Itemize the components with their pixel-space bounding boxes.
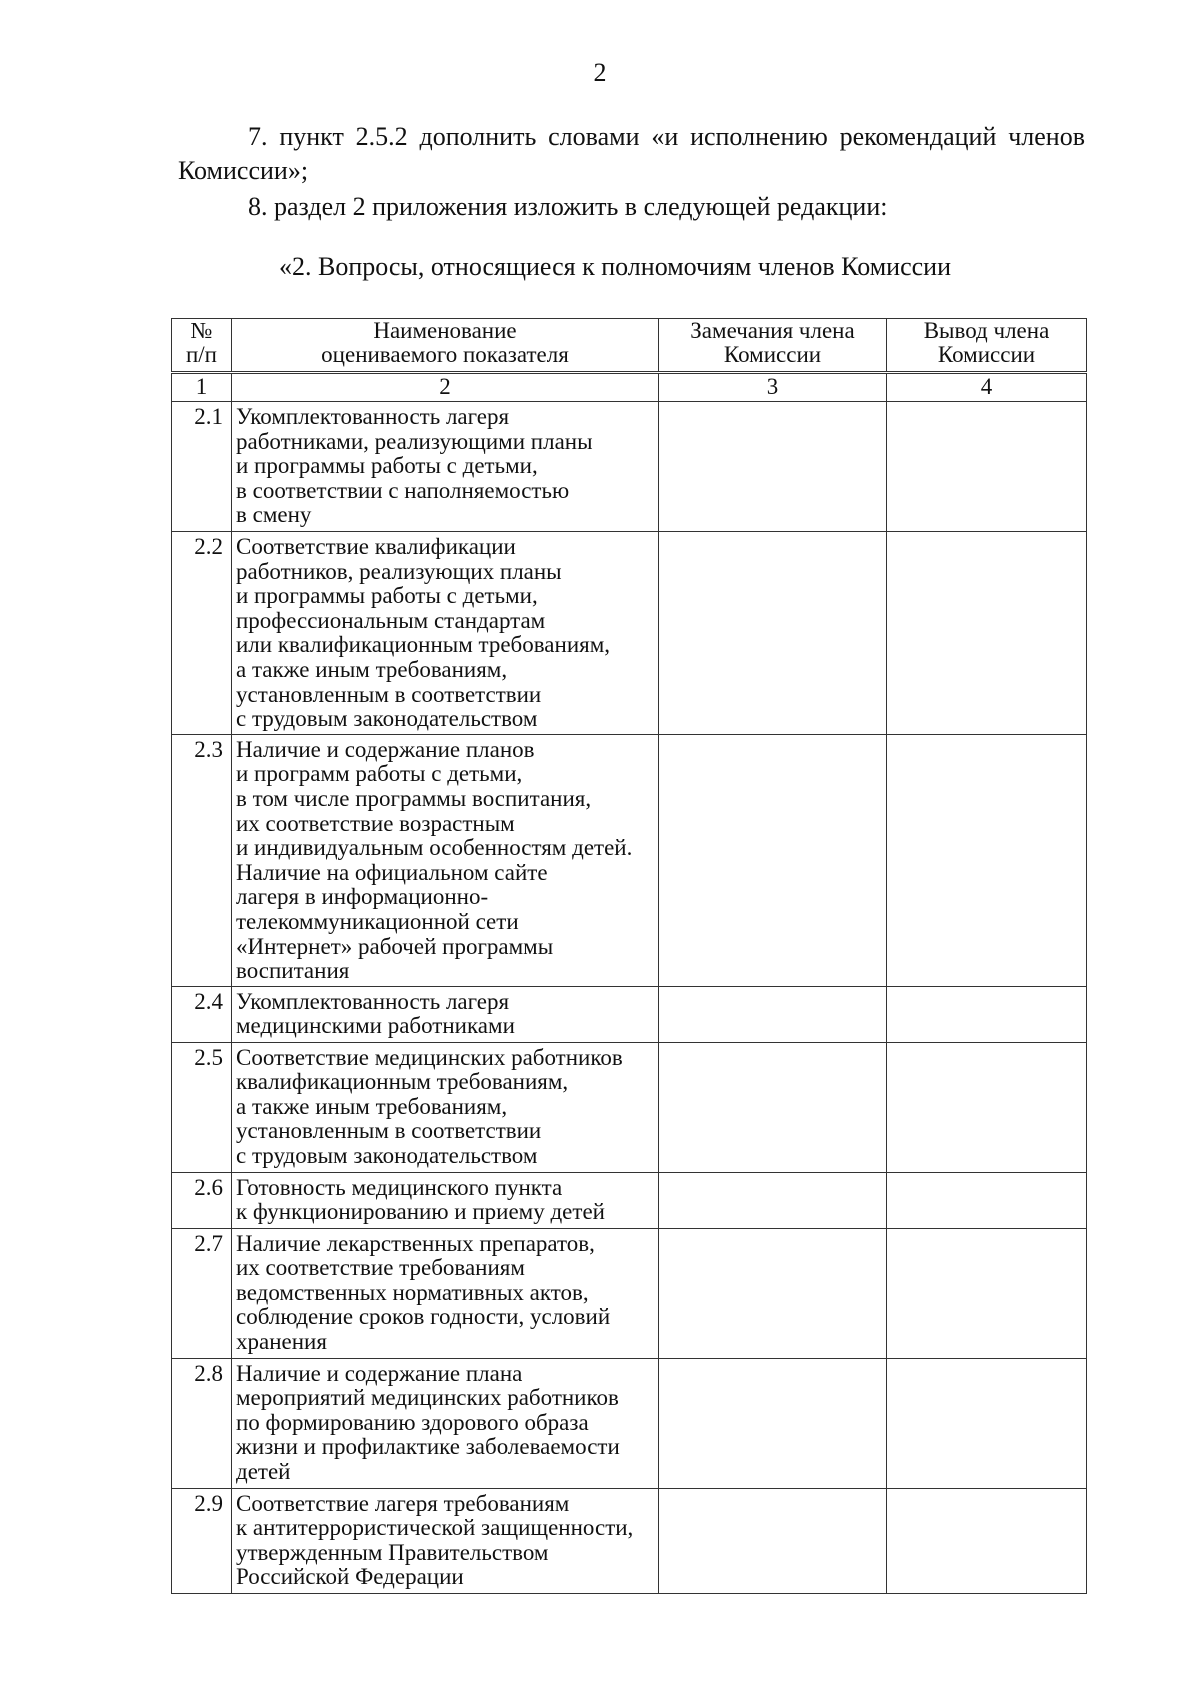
indicator-name: Готовность медицинского пункта к функционированию и приему детей: [232, 1172, 659, 1228]
table-row: [172, 734, 1087, 986]
row-number: 2.7: [172, 1228, 232, 1358]
row-number: 2.2: [172, 532, 232, 735]
row-number: 2.4: [172, 986, 232, 1042]
table-row: [172, 986, 1087, 1042]
indicator-name: Соответствие медицинских работников квалификационным требованиям, а также иным требованиям, установленным в соответствии с трудовым законодательством: [232, 1042, 659, 1172]
page-number: 2: [593, 58, 607, 87]
remarks-cell: [659, 986, 887, 1042]
remarks-cell: [659, 532, 887, 735]
conclusion-cell: [887, 1228, 1087, 1358]
paragraph-item-7: 7. пункт 2.5.2 дополнить словами «и исполнению рекомендаций членов Комиссии»;: [178, 122, 1085, 185]
table-row: [172, 532, 1087, 735]
remarks-cell: [659, 402, 887, 532]
indicator-name: Наличие лекарственных препаратов, их соответствие требованиям ведомственных нормативных актов, соблюдение сроков годности, условий хранения: [232, 1228, 659, 1358]
conclusion-cell: [887, 402, 1087, 532]
indicator-name: Соответствие лагеря требованиям к антитеррористической защищенности, утвержденным Правительством Российской Федерации: [232, 1488, 659, 1593]
remarks-cell: [659, 1228, 887, 1358]
row-number: 2.5: [172, 1042, 232, 1172]
conclusion-cell: [887, 1488, 1087, 1593]
column-number: 4: [887, 373, 1087, 402]
indicator-name: Наличие и содержание планов и программ работы с детьми, в том числе программы воспитания, их соответствие возрастным и индивидуальным особенностям детей. Наличие на официальном сайте лагеря в информационно- телекоммуникационной сети «Интернет» рабочей программы воспитания: [232, 734, 659, 986]
conclusion-cell: [887, 1358, 1087, 1488]
row-number: 2.6: [172, 1172, 232, 1228]
conclusion-cell: [887, 734, 1087, 986]
table-row: [172, 1358, 1087, 1488]
paragraph-item-8: 8. раздел 2 приложения изложить в следующей редакции:: [248, 192, 888, 221]
row-number: 2.3: [172, 734, 232, 986]
indicator-name: Наличие и содержание плана мероприятий медицинских работников по формированию здорового образа жизни и профилактике заболеваемости детей: [232, 1358, 659, 1488]
column-number: 3: [659, 373, 887, 402]
indicator-name: Укомплектованность лагеря работниками, реализующими планы и программы работы с детьми, в соответствии с наполняемостью в смену: [232, 402, 659, 532]
header-conclusion: Вывод члена Комиссии: [887, 319, 1087, 373]
section-title: «2. Вопросы, относящиеся к полномочиям членов Комиссии: [278, 252, 951, 281]
column-number: 2: [232, 373, 659, 402]
conclusion-cell: [887, 986, 1087, 1042]
header-remarks: Замечания члена Комиссии: [659, 319, 887, 373]
row-number: 2.1: [172, 402, 232, 532]
remarks-cell: [659, 1042, 887, 1172]
table-row: [172, 402, 1087, 532]
conclusion-cell: [887, 1042, 1087, 1172]
column-number-row: [172, 373, 1087, 402]
indicator-name: Укомплектованность лагеря медицинскими работниками: [232, 986, 659, 1042]
remarks-cell: [659, 1358, 887, 1488]
table-row: [172, 1042, 1087, 1172]
remarks-cell: [659, 1488, 887, 1593]
table-header-row: [172, 319, 1087, 373]
table-row: [172, 1228, 1087, 1358]
row-number: 2.8: [172, 1358, 232, 1488]
column-number: 1: [172, 373, 232, 402]
remarks-cell: [659, 734, 887, 986]
table-row: [172, 1172, 1087, 1228]
remarks-cell: [659, 1172, 887, 1228]
row-number: 2.9: [172, 1488, 232, 1593]
table-row: [172, 1488, 1087, 1593]
header-number: № п/п: [172, 319, 232, 373]
header-indicator-name: Наименование оцениваемого показателя: [232, 319, 659, 373]
criteria-table: [171, 318, 1087, 1594]
conclusion-cell: [887, 532, 1087, 735]
conclusion-cell: [887, 1172, 1087, 1228]
indicator-name: Соответствие квалификации работников, реализующих планы и программы работы с детьми, профессиональным стандартам или квалификационным требованиям, а также иным требованиям, установленным в соответствии с трудовым законодательством: [232, 532, 659, 735]
